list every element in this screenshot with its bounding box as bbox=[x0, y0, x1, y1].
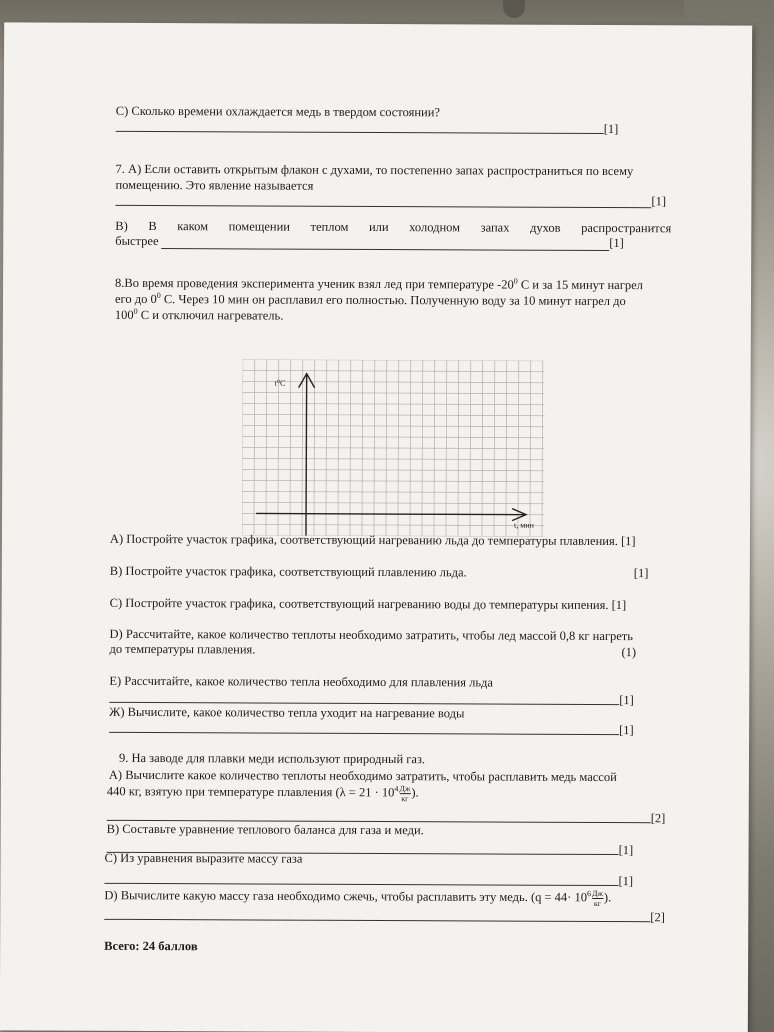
q8zh-text: Ж) Вычислите, какое количество тепла уходит на нагревание воды bbox=[109, 704, 465, 721]
q8c-text: С) Постройте участок графика, соответствующий нагреванию воды до температуры кипения. [1] bbox=[109, 595, 627, 613]
q8-line3-pre: 100 bbox=[114, 307, 134, 322]
q7b-word: холодном bbox=[409, 220, 461, 235]
q8-line1-post: С и за 15 минут нагрел bbox=[517, 277, 643, 293]
q7a-line1: 7. А) Если оставить открытым флакон с духами, то постепенно запах распространиться по всему bbox=[115, 161, 634, 179]
fraction-denominator: кг bbox=[401, 794, 409, 804]
q8a-text: А) Постройте участок графика, соответствующий нагреванию льда до температуры плавления. [1] bbox=[109, 531, 636, 549]
fraction-denominator: кг bbox=[593, 898, 602, 908]
q8b-mark: [1] bbox=[633, 566, 649, 581]
q7b-word: каком bbox=[177, 219, 209, 234]
q7b-word: В) bbox=[115, 218, 128, 233]
q8d-mark: (1) bbox=[621, 645, 637, 660]
q8b-text: В) Постройте участок графика, соответствующий плавлению льда. bbox=[109, 563, 467, 580]
temperature-time-graph[interactable] bbox=[242, 359, 545, 536]
q9b-text: В) Составьте уравнение теплового баланса для газа и меди. bbox=[106, 821, 424, 838]
q8-line3 bbox=[115, 308, 283, 324]
q7b-word: распространится bbox=[581, 220, 672, 236]
q9c-text: С) Из уравнения выразите массу газа bbox=[104, 850, 303, 866]
exponent: 4 bbox=[394, 784, 399, 794]
degree-sup: 0 bbox=[156, 290, 161, 300]
total-score: Всего: 24 баллов bbox=[104, 938, 198, 954]
q7b-line1 bbox=[115, 219, 671, 236]
fraction-numerator: Дж bbox=[399, 784, 411, 794]
q7a-line2: помещению. Это явление называется bbox=[115, 177, 314, 193]
q7a-mark: [1] bbox=[651, 194, 667, 209]
q8d-line2: до температуры плавления. bbox=[109, 641, 256, 657]
graph-gridlines bbox=[242, 359, 545, 536]
q8-line2-pre: его до 0 bbox=[114, 291, 157, 307]
q7b-answer-line[interactable] bbox=[161, 248, 609, 251]
x-axis bbox=[256, 513, 526, 514]
exponent: 6 bbox=[586, 889, 592, 899]
q7a-answer-line[interactable] bbox=[115, 205, 651, 208]
q7b-word: или bbox=[368, 219, 389, 235]
q6c-answer-line[interactable] bbox=[116, 131, 604, 134]
q8d-line1: D) Рассчитайте, какое количество теплоты необходимо затратить, чтобы лед массой 0,8 кг нагреть bbox=[109, 626, 634, 644]
q7b-word: запах bbox=[480, 220, 510, 235]
q8zh-answer-line[interactable] bbox=[109, 732, 619, 735]
worksheet-page bbox=[0, 22, 752, 1032]
q9c-mark: [1] bbox=[618, 874, 634, 889]
q8e-text: Е) Рассчитайте, какое количество тепла необходимо для плавления льда bbox=[109, 673, 494, 690]
q7b-word: теплом bbox=[310, 219, 349, 234]
q7b-mark: [1] bbox=[609, 236, 624, 251]
q9d-answer-line[interactable] bbox=[104, 919, 650, 922]
q9d-mark: [2] bbox=[650, 910, 665, 925]
graph-svg bbox=[242, 359, 545, 536]
q9d-text bbox=[104, 887, 611, 908]
q6c-mark: [1] bbox=[603, 121, 619, 137]
q8-line3-post: С и отключил нагреватель. bbox=[137, 307, 284, 323]
q9a-line2-pre: 440 кг, взятую при температуре плавления (λ = 21 · 10 bbox=[106, 784, 395, 800]
q9-title: 9. На заводе для плавки меди используют природный газ. bbox=[118, 750, 426, 767]
y-axis-label: t⁰C bbox=[274, 378, 286, 388]
q8e-mark: [1] bbox=[619, 693, 634, 708]
q8-line2 bbox=[115, 292, 626, 309]
q7b-word: духов bbox=[529, 220, 561, 235]
q7b-line2: быстрее bbox=[115, 233, 159, 249]
q9c-answer-line[interactable] bbox=[104, 883, 618, 886]
q9a-line2-post: ). bbox=[411, 785, 419, 800]
unit-fraction bbox=[399, 784, 410, 803]
q8-line1 bbox=[115, 276, 643, 293]
q8zh-mark: [1] bbox=[619, 723, 634, 738]
q9a-line2 bbox=[107, 783, 419, 803]
q9a-line1: А) Вычислите какое количество теплоты необходимо затратить, чтобы расплавить медь массой bbox=[108, 767, 617, 785]
q7b-word: В bbox=[148, 219, 157, 234]
x-axis-label: t, мин bbox=[513, 520, 534, 530]
q9b-mark: [1] bbox=[618, 843, 634, 858]
q8-line1-pre: 8.Во время проведения эксперимента ученик взял лед при температуре -20 bbox=[115, 275, 514, 292]
q6c-text: С) Сколько времени охлаждается медь в твердом состоянии? bbox=[115, 103, 441, 120]
degree-sup: 0 bbox=[513, 276, 518, 286]
q8-line2-post: С. Через 10 мин он расплавил его полностью. Полученную воду за 10 минут нагрел до bbox=[160, 292, 626, 309]
q7b-word: помещении bbox=[228, 219, 291, 234]
q9d-pre: D) Вычислите какую массу газа необходимо сжечь, чтобы расплавить эту медь. (q = 44· 10 bbox=[104, 888, 587, 905]
fraction-numerator: Дж bbox=[591, 888, 603, 898]
q9d-post: ). bbox=[603, 890, 612, 905]
y-axis bbox=[306, 374, 307, 536]
q9a-mark: [2] bbox=[650, 811, 666, 826]
degree-sup: 0 bbox=[133, 306, 138, 316]
unit-fraction bbox=[592, 889, 603, 908]
